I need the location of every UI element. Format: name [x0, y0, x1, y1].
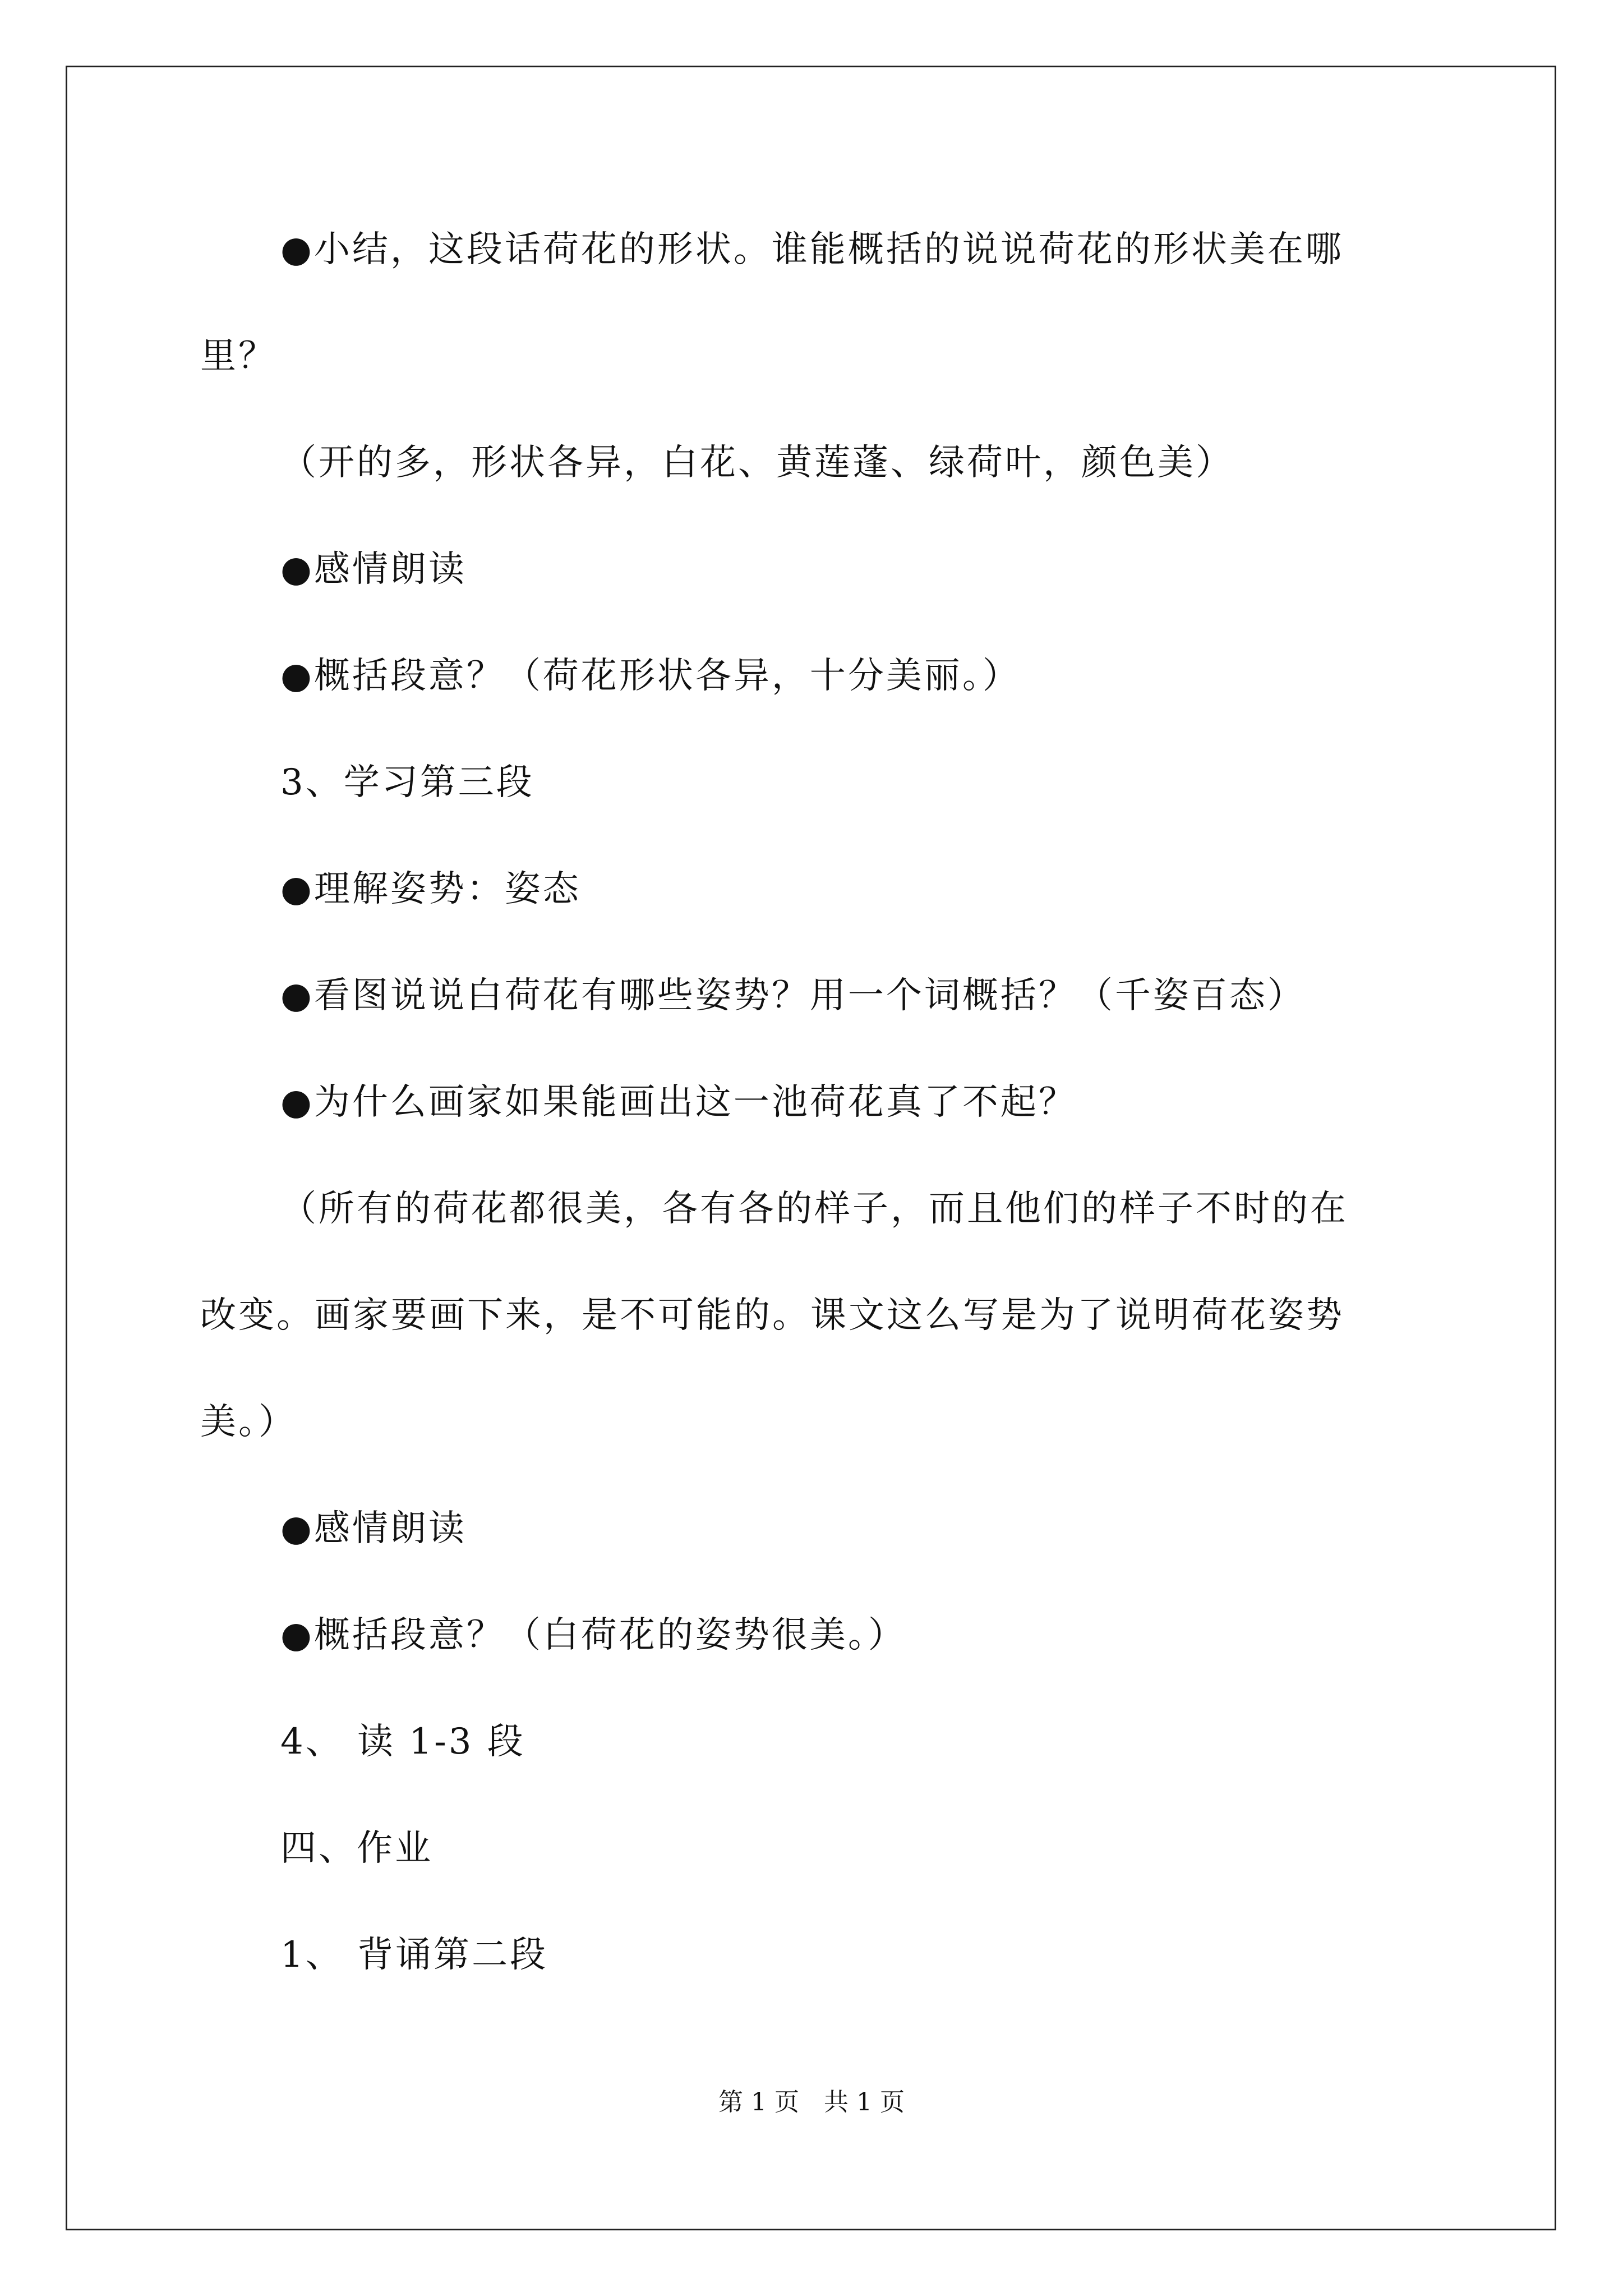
paragraph-answer-2: （所有的荷花都很美，各有各的样子，而且他们的样子不时的在	[280, 1188, 1348, 1230]
paragraph-read-aloud-2: ●感情朗读	[280, 1508, 467, 1549]
paragraph-answer-1: （开的多，形状各异，白花、黄莲蓬、绿荷叶，颜色美）	[280, 442, 1234, 484]
paragraph-main-idea-1: ●概括段意？（荷花形状各异，十分美丽。）	[280, 655, 1021, 697]
section-heading-3: 3、学习第三段	[280, 762, 534, 803]
paragraph-main-idea-2: ●概括段意？（白荷花的姿势很美。）	[280, 1614, 906, 1656]
paragraph-answer-2-cont: 改变。画家要画下来，是不可能的。课文这么写是为了说明荷花姿势	[200, 1295, 1344, 1336]
section-heading-homework: 四、作业	[280, 1828, 433, 1869]
paragraph-why-painter: ●为什么画家如果能画出这一池荷花真了不起？	[280, 1082, 1077, 1123]
paragraph-answer-2-end: 美。）	[200, 1401, 297, 1443]
paragraph-look-at-picture: ●看图说说白荷花有哪些姿势？用一个词概括？（千姿百态）	[280, 975, 1306, 1016]
paragraph-summary-cont: 里？	[200, 335, 276, 377]
paragraph-read-aloud-1: ●感情朗读	[280, 549, 467, 590]
section-heading-4: 4、 读 1-3 段	[280, 1721, 525, 1763]
homework-item-1: 1、 背诵第二段	[280, 1934, 548, 1976]
page-border	[66, 66, 1556, 2230]
paragraph-understand-posture: ●理解姿势：姿态	[280, 868, 581, 910]
page-footer: 第 1 页 共 1 页	[718, 2088, 905, 2116]
paragraph-summary: ●小结，这段话荷花的形状。谁能概括的说说荷花的形状美在哪	[280, 229, 1344, 270]
